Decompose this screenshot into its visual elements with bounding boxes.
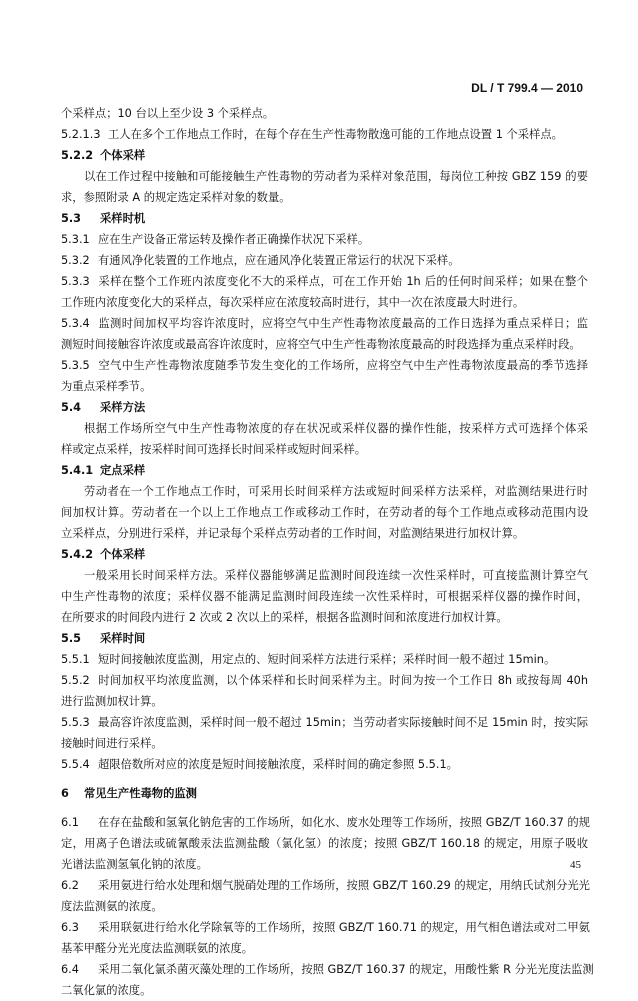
paragraph-line: 工作班内浓度变化大的采样点，每次采样应在浓度较高时进行，其中一次在浓度最大时进行。	[61, 296, 525, 309]
body-text	[61, 103, 594, 1001]
clause-5-3-2: 5.3.2 有通风净化装置的工作地点，应在通风净化装置正常运行的状况下采样。	[61, 254, 460, 267]
heading-5-4-2: 5.4.2 个体采样	[61, 548, 146, 561]
clause-5-5-1: 5.5.1 短时间接触浓度监测，用定点的、短时间采样方法进行采样；采样时间一般不超过 15min。	[61, 653, 556, 666]
paragraph-line: 定，用离子色谱法或硫氰酸汞法监测盐酸（氯化氢）的浓度；按照 GBZ/T 160.18 的规定，用原子吸收	[61, 837, 588, 850]
paragraph-line: 二氧化氯的浓度。	[61, 984, 152, 997]
clause-6-2: 6.2 采用氨进行给水处理和烟气脱硝处理的工作场所，按照 GBZ/T 160.29 的规定，用纳氏试剂分光光	[61, 879, 590, 892]
clause-5-3-4: 5.3.4 监测时间加权平均容许浓度时，应将空气中生产性毒物浓度最高的工作日选择为重点采样日；监	[61, 317, 588, 330]
paragraph-line: 接触时间进行采样。	[61, 737, 163, 750]
paragraph-line: 中生产性毒物的浓度；采样仪器不能满足监测时间段连续一次性采样时，可根据采样仪器的操作时间，	[61, 590, 588, 603]
paragraph-line: 一般采用长时间采样方法。采样仪器能够满足监测时间段连续一次性采样时，可直接监测计算空气	[84, 569, 588, 582]
paragraph-line: 为重点采样季节。	[61, 380, 152, 393]
heading-5-2-2: 5.2.2 个体采样	[61, 149, 146, 162]
clause-6-3: 6.3 采用联氨进行给水化学除氧等的工作场所，按照 GBZ/T 160.71 的规定，用气相色谱法或对二甲氨	[61, 921, 590, 934]
clause-5-3-1: 5.3.1 应在生产设备正常运转及操作者正确操作状况下采样。	[61, 233, 370, 246]
clause-6-1: 6.1 在存在盐酸和氢氧化钠危害的工作场所，如化水、废水处理等工作场所，按照 GBZ/T 160.37 的规	[61, 816, 590, 829]
paragraph-line: 个采样点；10 台以上至少设 3 个采样点。	[61, 107, 275, 120]
clause-5-2-1-3: 5.2.1.3 工人在多个工作地点工作时，在每个存在生产性毒物散逸可能的工作地点设置 1 个采样点。	[61, 128, 563, 141]
heading-5-4: 5.4 采样方法	[61, 401, 146, 414]
clause-6-4: 6.4 采用二氧化氯杀菌灭藻处理的工作场所，按照 GBZ/T 160.37 的规定，用酸性紫 R 分光光度法监测	[61, 963, 594, 976]
page-number: 45	[570, 859, 581, 871]
paragraph-line: 基苯甲醛分光光度法监测联氨的浓度。	[61, 942, 254, 955]
paragraph-line: 在所要求的时间段内进行 2 次或 2 次以上的采样，根据各监测时间和浓度进行加权计算。	[61, 611, 508, 624]
paragraph-line: 进行监测加权计算。	[61, 695, 163, 708]
clause-5-5-2: 5.5.2 时间加权平均浓度监测，以个体采样和长时间采样为主。时间为按一个工作日 8h 或按每周 40h	[61, 674, 588, 687]
paragraph-line: 根据工作场所空气中生产性毒物浓度的存在状况或采样仪器的操作性能，按采样方式可选择个体采	[84, 422, 588, 435]
paragraph-line: 求，参照附录 A 的规定选定采样对象的数量。	[61, 191, 291, 204]
heading-6: 6 常见生产性毒物的监测	[61, 787, 197, 800]
paragraph-line: 以在工作过程中接触和可能接触生产性毒物的劳动者为采样对象范围，每岗位工种按 GBZ 159 的要	[84, 170, 588, 183]
clause-5-5-3: 5.5.3 最高容许浓度监测，采样时间一般不超过 15min；当劳动者实际接触时间不足 15min 时，按实际	[61, 716, 588, 729]
paragraph-line: 样或定点采样，按采样时间可选择长时间采样或短时间采样。	[61, 443, 367, 456]
paragraph-line: 度法监测氨的浓度。	[61, 900, 163, 913]
clause-5-3-5: 5.3.5 空气中生产性毒物浓度随季节发生变化的工作场所，应将空气中生产性毒物浓度最高的季节选择	[61, 359, 588, 372]
standard-number: DL / T 799.4 — 2010	[471, 81, 583, 95]
heading-5-5: 5.5 采样时间	[61, 632, 146, 645]
clause-5-3-3: 5.3.3 采样在整个工作班内浓度变化不大的采样点，可在工作开始 1h 后的任何时间采样；如果在整个	[61, 275, 588, 288]
paragraph-line: 光谱法监测氢氧化钠的浓度。	[61, 858, 208, 871]
clause-5-5-4: 5.5.4 超限倍数所对应的浓度是短时间接触浓度，采样时间的确定参照 5.5.1。	[61, 758, 458, 771]
paragraph-line: 间加权计算。劳动者在一个以上工作地点工作或移动工作时，在劳动者的每个工作地点或移动范围内设	[61, 506, 588, 519]
paragraph-line: 测短时间接触容许浓度或最高容许浓度时，应将空气中生产性毒物浓度最高的时段选择为重点采样时段。	[61, 338, 581, 351]
paragraph-line: 劳动者在一个工作地点工作时，可采用长时间采样方法或短时间采样方法采样，对监测结果进行时	[84, 485, 588, 498]
heading-5-4-1: 5.4.1 定点采样	[61, 464, 146, 477]
heading-5-3: 5.3 采样时机	[61, 212, 146, 225]
paragraph-line: 立采样点，分别进行采样，并记录每个采样点劳动者的工作时间，对监测结果进行加权计算。	[61, 527, 525, 540]
